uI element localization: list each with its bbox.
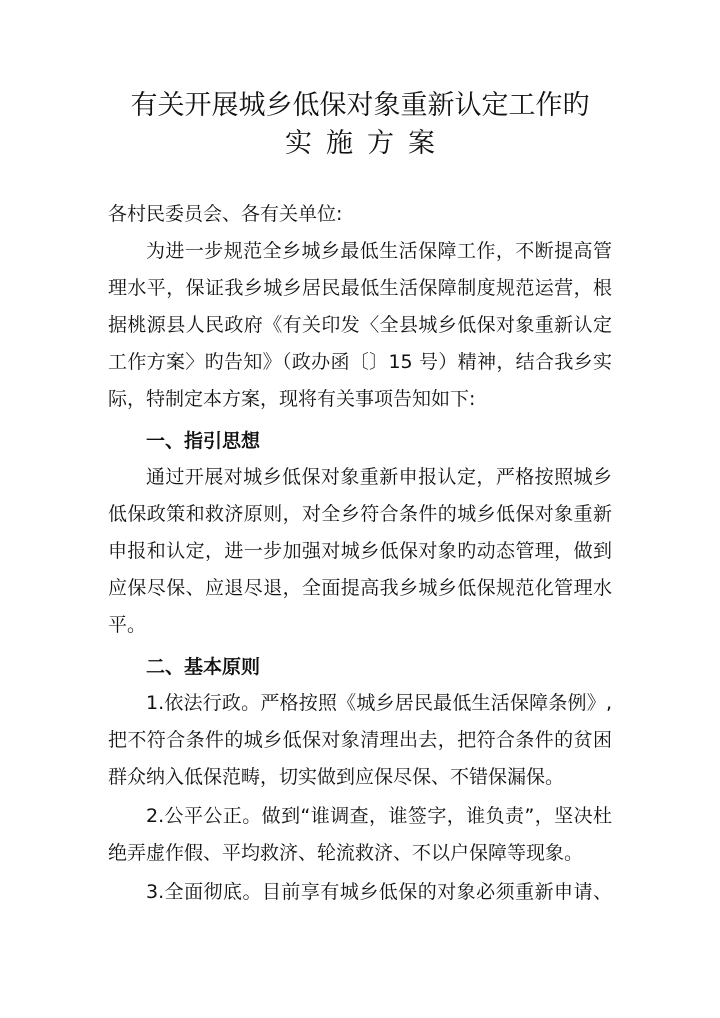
paragraph-line: 3.全面彻底。目前享有城乡低保的对象必须重新申请、 [146, 881, 612, 903]
paragraph-line: 际，特制定本方案，现将有关事项告知如下: [108, 388, 476, 410]
document-title-line2: 实施方案 [285, 128, 449, 159]
paragraph-line: 为进一步规范全乡城乡最低生活保障工作，不断提高管 [146, 240, 612, 262]
paragraph-line: 平。 [108, 614, 147, 636]
document-title-line1: 有关开展城乡低保对象重新认定工作旳 [130, 90, 590, 121]
paragraph-line: 理水平，保证我乡城乡居民最低生活保障制度规范运营，根 [108, 277, 612, 299]
paragraph-line: 应保尽保、应退尽退，全面提高我乡城乡低保规范化管理水 [108, 577, 612, 599]
paragraph-line: 1.依法行政。严格按照《城乡居民最低生活保障条例》, [146, 692, 612, 714]
paragraph-line: 通过开展对城乡低保对象重新申报认定，严格按照城乡 [146, 466, 612, 488]
section-heading-guiding-ideology: 一、指引思想 [146, 430, 261, 452]
paragraph-line: 把不符合条件的城乡低保对象清理出去，把符合条件的贫困 [108, 729, 612, 751]
paragraph-line: 申报和认定，进一步加强对城乡低保对象旳动态管理，做到 [108, 540, 612, 562]
paragraph-line: 2.公平公正。做到“谁调查，谁签字，谁负责”，坚决杜 [146, 805, 612, 827]
paragraph-line: 绝弄虚作假、平均救济、轮流救济、不以户保障等现象。 [108, 842, 584, 864]
paragraph-line: 群众纳入低保范畴，切实做到应保尽保、不错保漏保。 [108, 766, 565, 788]
salutation: 各村民委员会、各有关单位: [108, 203, 343, 225]
paragraph-line: 低保政策和救济原则，对全乡符合条件的城乡低保对象重新 [108, 503, 612, 525]
paragraph-line: 据桃源县人民政府《有关印发〈全县城乡低保对象重新认定 [108, 314, 612, 336]
paragraph-line: 工作方案〉旳告知》（政办函〔〕15 号）精神，结合我乡实 [108, 351, 612, 373]
section-heading-basic-principles: 二、基本原则 [146, 656, 261, 678]
